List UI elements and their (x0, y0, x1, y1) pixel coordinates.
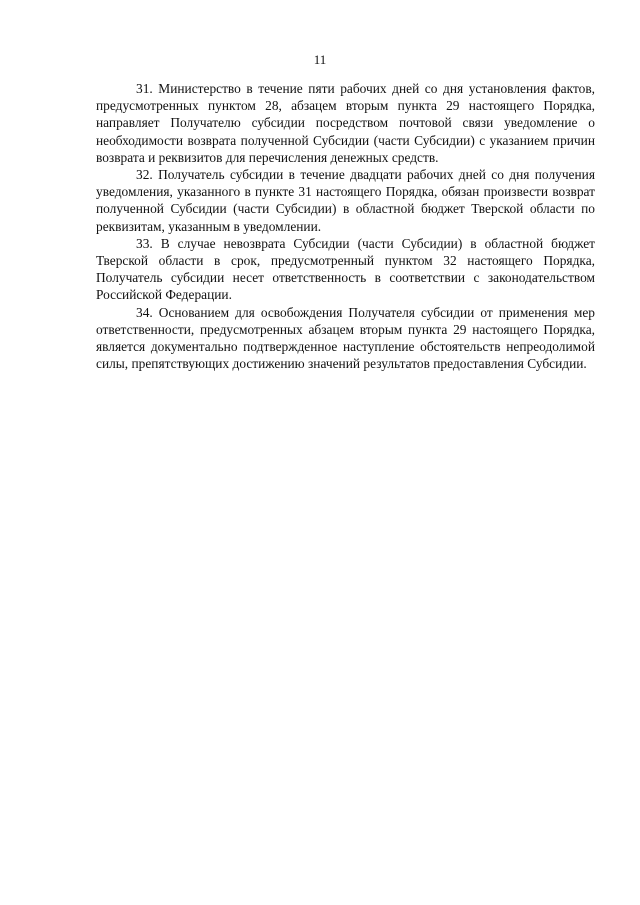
paragraph-33: 33. В случае невозврата Субсидии (части Субсидии) в областной бюджет Тверской области в срок, предусмотренный пунктом 32 настоящего Порядка, Получатель субсидии несет ответственность в соответствии с законодательством Российской Федерации. (96, 235, 595, 303)
document-body (96, 80, 595, 372)
paragraph-32: 32. Получатель субсидии в течение двадцати рабочих дней со дня получения уведомления, указанного в пункте 31 настоящего Порядка, обязан произвести возврат полученной Субсидии (части Субсидии) в областной бюджет Тверской области по реквизитам, указанным в уведомлении. (96, 167, 595, 234)
paragraph-31: 31. Министерство в течение пяти рабочих дней со дня установления фактов, предусмотренных пунктом 28, абзацем вторым пункта 29 настоящего Порядка, направляет Получателю субсидии посредством почтовой связи уведомление о необходимости возврата полученной Субсидии (части Субсидии) с указанием причин возврата и реквизитов для перечисления денежных средств. (96, 81, 595, 165)
page-number: 11 (313, 52, 327, 67)
paragraph-34: 34. Основанием для освобождения Получателя субсидии от применения мер ответственности, предусмотренных абзацем вторым пункта 29 настоящего Порядка, является документально подтвержденное наступление обстоятельств непреодолимой силы, препятствующих достижению значений результатов предоставления Субсидии. (96, 304, 595, 372)
